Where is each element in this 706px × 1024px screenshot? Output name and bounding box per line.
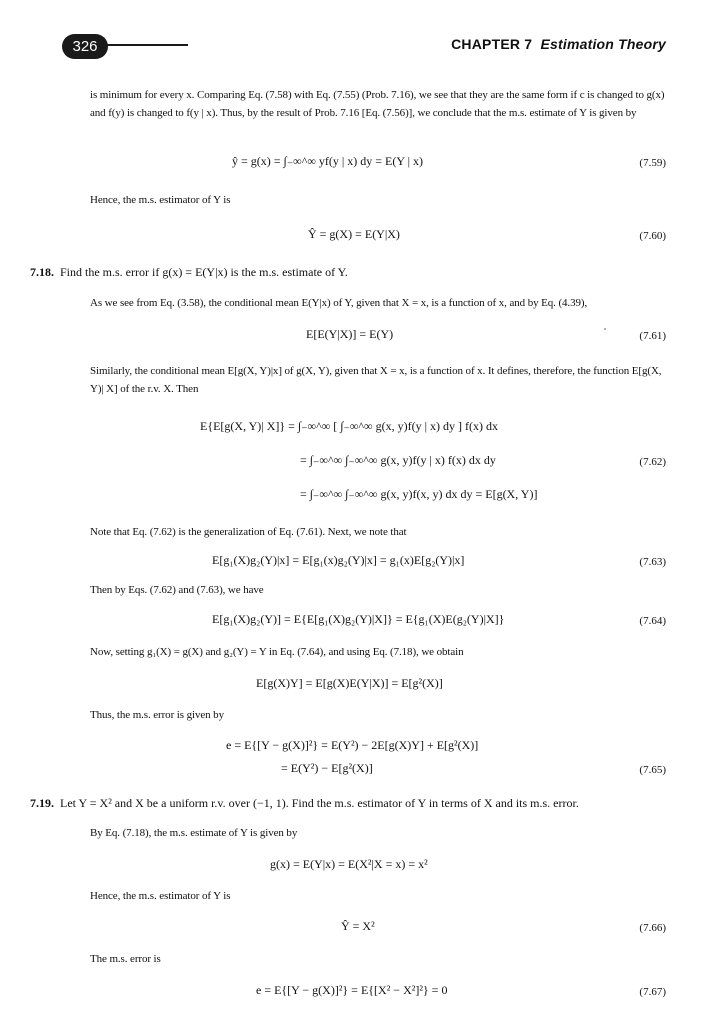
equation-7-62-line-3: = ∫₋∞^∞ ∫₋∞^∞ g(x, y)f(x, y) dx dy = E[g(X, Y)] xyxy=(300,487,538,501)
equation-g-of-x: g(x) = E(Y|x) = E(X²|X = x) = x² xyxy=(270,857,428,871)
paragraph-estimator-2: Hence, the m.s. estimator of Y is xyxy=(90,890,231,902)
equation-7-62-line-2: = ∫₋∞^∞ ∫₋∞^∞ g(x, y)f(y | x) f(x) dx dy xyxy=(300,453,496,467)
paragraph-ms-estimate: By Eq. (7.18), the m.s. estimate of Y is given by xyxy=(90,827,298,839)
problem-number: 7.19. xyxy=(30,796,54,810)
equation-7-63: E[g₁(X)g₂(Y)|x] = E[g₁(x)g₂(Y)|x] = g₁(x)E[g₂(Y)|x] xyxy=(212,553,465,567)
chapter-heading xyxy=(451,36,666,52)
paragraph-conditional-mean: As we see from Eq. (3.58), the conditional mean E(Y|x) of Y, given that X = x, is a function of x, and by Eq. (4.39), xyxy=(90,297,588,309)
problem-statement: Find the m.s. error if g(x) = E(Y|x) is the m.s. estimate of Y. xyxy=(60,265,348,279)
paragraph-conditional-function: Similarly, the conditional mean E[g(X, Y)|x] of g(X, Y), given that X = x, is a function of x. It defines, therefore, the function E[g(X, Y)| X] of the r.v. X. Then xyxy=(90,365,662,395)
equation-number-7-60: (7.60) xyxy=(639,230,666,242)
paragraph-intro: is minimum for every x. Comparing Eq. (7.58) with Eq. (7.55) (Prob. 7.16), we see that they are the same form if c is changed to g(x) and f(y) is changed to f(y | x). Thus, by the result of Prob. 7.16 [Eq. (7.56)], we conclude that the m.s. estimate of Y is given by xyxy=(90,89,665,119)
page-header xyxy=(0,0,706,70)
equation-number-7-62: (7.62) xyxy=(639,456,666,468)
equation-7-62-line-1: E{E[g(X, Y)| X]} = ∫₋∞^∞ [ ∫₋∞^∞ g(x, y)f(y | x) dy ] f(x) dx xyxy=(200,419,498,433)
equation-7-64: E[g₁(X)g₂(Y)] = E{E[g₁(X)g₂(Y)|X]} = E{g₁(X)E(g₂(Y)|X]} xyxy=(212,612,505,626)
paragraph-then: Then by Eqs. (7.62) and (7.63), we have xyxy=(90,584,264,596)
problem-7-18 xyxy=(30,263,670,281)
problem-statement: Let Y = X² and X be a uniform r.v. over (−1, 1). Find the m.s. estimator of Y in terms of X and its m.s. error. xyxy=(60,796,579,810)
problem-number: 7.18. xyxy=(30,265,54,279)
equation-number-7-63: (7.63) xyxy=(639,556,666,568)
paragraph-estimator: Hence, the m.s. estimator of Y is xyxy=(90,194,231,206)
paragraph-generalization: Note that Eq. (7.62) is the generalization of Eq. (7.61). Next, we note that xyxy=(90,526,407,538)
problem-7-19 xyxy=(30,794,670,812)
page-number: 326 xyxy=(62,34,108,59)
equation-7-61: E[E(Y|X)] = E(Y) xyxy=(306,327,394,341)
equation-number-7-61: (7.61) xyxy=(639,330,666,342)
equation-number-7-65: (7.65) xyxy=(639,764,666,776)
equation-number-7-67: (7.67) xyxy=(639,986,666,998)
chapter-title: Estimation Theory xyxy=(540,36,666,52)
paragraph-ms-error: Thus, the m.s. error is given by xyxy=(90,709,224,721)
chapter-label: CHAPTER 7 xyxy=(451,36,533,52)
equation-number-7-64: (7.64) xyxy=(639,615,666,627)
equation-number-7-59: (7.59) xyxy=(639,157,666,169)
equation-7-59: ŷ = g(x) = ∫₋∞^∞ yf(y | x) dy = E(Y | x) xyxy=(232,154,423,168)
equation-7-66: Ŷ = X² xyxy=(341,919,375,933)
equation-7-65-line-2: = E(Y²) − E[g²(X)] xyxy=(281,761,373,775)
equation-number-7-66: (7.66) xyxy=(639,922,666,934)
paragraph-setting: Now, setting g₁(X) = g(X) and g₂(Y) = Y in Eq. (7.64), and using Eq. (7.18), we obtain xyxy=(90,646,464,658)
header-rule xyxy=(104,44,188,46)
equation-unnumbered: E[g(X)Y] = E[g(X)E(Y|X)] = E[g²(X)] xyxy=(256,676,443,690)
equation-7-60: Ŷ = g(X) = E(Y|X) xyxy=(308,227,400,241)
equation-7-65-line-1: e = E{[Y − g(X)]²} = E(Y²) − 2E[g(X)Y] + E[g²(X)] xyxy=(226,738,479,752)
scan-speck xyxy=(604,328,606,330)
equation-7-67: e = E{[Y − g(X)]²} = E{[X² − X²]²} = 0 xyxy=(256,983,448,997)
paragraph-ms-error-2: The m.s. error is xyxy=(90,953,161,965)
